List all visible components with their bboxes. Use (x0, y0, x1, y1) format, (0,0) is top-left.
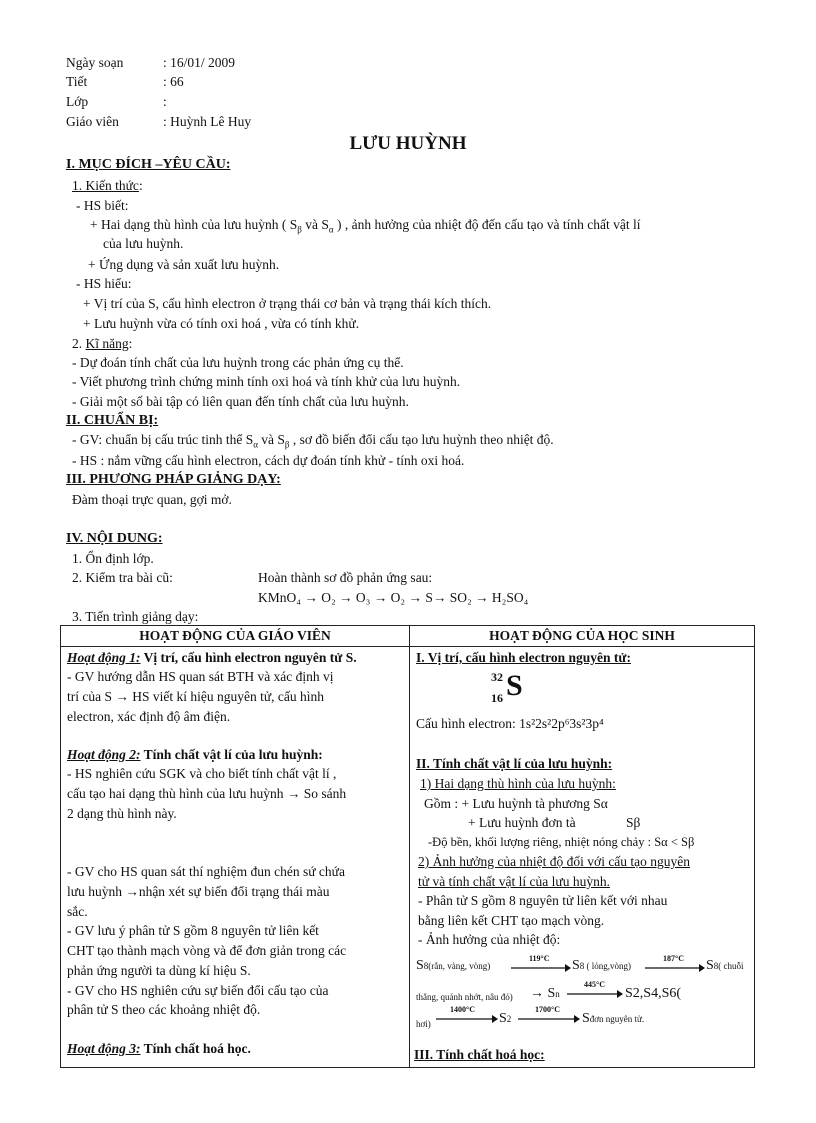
hs-pt-2: bằng liên kết CHT tạo mạch vòng. (418, 913, 605, 928)
hs-gom-2-sym: Sβ (626, 815, 641, 830)
vapor-label: hơi) (416, 1019, 431, 1029)
hs-hieu: - HS hiểu: (76, 276, 132, 291)
electron-config: Cấu hình electron: 1s²2s²2p⁶3s²3p⁴ (416, 716, 604, 731)
chuan-bi-hs: - HS : nắm vững cấu hình electron, cách dự đoán tính khử - tính oxi hoá. (72, 453, 465, 468)
hs-sub2-a: 2) Ảnh hưởng của nhiệt độ đối với cấu tạo nguyên (418, 854, 691, 869)
hd2-line-3: 2 dạng thù hình này. (67, 806, 177, 821)
arrow-2 (645, 963, 705, 973)
ki-nang-3: - Giải một số bài tập có liên quan đến tính chất của lưu huỳnh. (72, 394, 409, 409)
hs-pt-1: - Phân tử S gồm 8 nguyên tử liên kết với nhau (418, 893, 668, 908)
biet-item-2: + Ứng dụng và sản xuất lưu huỳnh. (88, 257, 280, 272)
biet-item-1-cont: của lưu huỳnh. (103, 236, 184, 251)
hd1-line-2: trí của S → HS viết kí hiệu nguyên tử, cấu hình (67, 689, 325, 704)
hd2-line-1: - HS nghiên cứu SGK và cho biết tính chất vật lí , (67, 766, 337, 781)
hs-s3-heading: III. Tính chất hoá học: (414, 1047, 545, 1062)
temp-187: 187°C (663, 954, 684, 963)
gv-para-5: CHT tạo thành mạch vòng và để đơn giản trong các (67, 943, 347, 958)
ki-nang-1: - Dự đoán tính chất của lưu huỳnh trong các phản ứng cụ thể. (72, 355, 404, 370)
phuong-phap-text: Đàm thoại trực quan, gợi mở. (72, 492, 232, 507)
col-header-student: HOẠT ĐỘNG CỦA HỌC SINH (489, 628, 675, 643)
section-2-heading: II. CHUẨN BỊ: (66, 413, 159, 428)
tien-trinh: 3. Tiến trình giảng dạy: (72, 609, 199, 624)
value-giao-vien: : Huỳnh Lê Huy (163, 114, 252, 129)
s8-chain: S8( chuỗi (706, 958, 744, 973)
hs-sub1: 1) Hai dạng thù hình của lưu huỳnh: (420, 776, 616, 791)
chuan-bi-gv: - GV: chuẩn bị cấu trúc tinh thể $S_\alpha$ và $S_\beta$ , sơ đồ biến đổi cấu tạo lưu huỳnh theo nhiệt độ. (72, 432, 554, 450)
hieu-item-2: + Lưu huỳnh vừa có tính oxi hoá , vừa có tính khử. (83, 316, 360, 331)
reaction-scheme: KMnO₄ → O₂ → O₃ → O₂ → S→ SO₂ → H₂SO₄ (258, 590, 529, 605)
hd1-line-1: - GV hướng dẫn HS quan sát BTH và xác định vị (67, 669, 334, 684)
temp-119: 119°C (529, 954, 550, 963)
on-dinh-lop: 1. Ổn định lớp. (72, 551, 154, 566)
hs-anh-huong: - Ảnh hưởng của nhiệt độ: (418, 932, 561, 947)
ki-nang-2: - Viết phương trình chứng minh tính oxi hoá và tính khử của lưu huỳnh. (72, 374, 461, 389)
s8-solid: S8(rắn, vàng, vòng) (416, 958, 491, 973)
temp-1400: 1400°C (450, 1005, 475, 1014)
section-1-heading: I. MỤC ĐÍCH –YÊU CẦU: (66, 157, 231, 172)
hs-biet: - HS biết: (76, 198, 129, 213)
value-tiet: : 66 (163, 74, 184, 89)
arrow-4 (436, 1014, 498, 1024)
hd3-heading: Hoạt động 3: Tính chất hoá học. (67, 1041, 251, 1056)
hs-s2-heading: II. Tính chất vật lí của lưu huỳnh: (416, 756, 613, 771)
s8-chain-desc: thẳng, quánh nhớt, nâu đỏ) (416, 992, 513, 1002)
ki-nang-label: 2. Kĩ năng: (72, 336, 133, 351)
value-ngay-soan: : 16/01/ 2009 (163, 55, 236, 70)
hs-do-ben: -Độ bền, khối lượng riêng, nhiệt nóng chảy : Sα < Sβ (428, 835, 695, 849)
hs-gom-1: Gồm : + Lưu huỳnh tà phương Sα (424, 796, 608, 811)
arrow-3 (567, 989, 623, 999)
gv-para-7: - GV cho HS nghiên cứu sự biến đổi cấu tạo của (67, 983, 329, 998)
gv-para-4: - GV lưu ý phân tử S gồm 8 nguyên tử liên kết (67, 923, 319, 938)
kien-thuc-label: 1. Kiến thức: (72, 178, 143, 193)
kiem-tra-yeu-cau: Hoàn thành sơ đồ phản ứng sau: (258, 570, 433, 585)
sn: → Sn (530, 986, 560, 1001)
gv-para-8: phân tử S theo các khoảng nhiệt độ. (67, 1002, 261, 1017)
hs-sub2-b: tử và tính chất vật lí của lưu huỳnh. (418, 874, 610, 889)
gv-para-2: lưu huỳnh →nhận xét sự biến đổi trạng thái màu (67, 884, 330, 899)
label-tiet: Tiết (66, 74, 88, 89)
label-lop: Lớp (66, 94, 89, 109)
hs-s1-heading: I. Vị trí, cấu hình electron nguyên tử: (416, 650, 631, 665)
temp-445: 445°C (584, 980, 605, 989)
hd1-heading: Hoạt động 1: Vị trí, cấu hình electron nguyên tử S. (67, 650, 357, 665)
hieu-item-1: + Vị trí của S, cấu hình electron ở trạng thái cơ bản và trạng thái kích thích. (83, 296, 492, 311)
gv-para-1: - GV cho HS quan sát thí nghiệm đun chén sứ chứa (67, 864, 345, 879)
col-header-teacher: HOẠT ĐỘNG CỦA GIÁO VIÊN (139, 628, 331, 643)
arrow-1 (511, 963, 571, 973)
biet-item-1: + Hai dạng thù hình của lưu huỳnh ( $S_\beta$ và $S_\alpha$ ) , ảnh hưởng của nhiệt độ đến cấu tạo và tính chất vật lí (90, 217, 641, 235)
temp-1700: 1700°C (535, 1005, 560, 1014)
atomic-number: 16 (491, 691, 503, 705)
s-monatomic: Sđơn nguyên tử. (582, 1011, 645, 1026)
gv-para-3: sắc. (67, 904, 88, 919)
s2-s4-s6: S2,S4,S6( (625, 986, 682, 1001)
section-4-heading: IV. NỘI DUNG: (66, 531, 163, 546)
hd2-line-2: cấu tạo hai dạng thù hình của lưu huỳnh → So sánh (67, 786, 347, 801)
s8-liquid: S8 ( lỏng,vòng) (572, 958, 632, 973)
value-lop: : (163, 94, 167, 109)
s2: S2 (499, 1011, 512, 1026)
hd1-line-3: electron, xác định độ âm điện. (67, 709, 231, 724)
arrow-5 (518, 1014, 580, 1024)
label-giao-vien: Giáo viên (66, 114, 119, 129)
label-ngay-soan: Ngày soạn (66, 55, 124, 70)
hs-gom-2: + Lưu huỳnh đơn tà (468, 815, 576, 830)
page-title: LƯU HUỲNH (349, 133, 467, 154)
gv-para-6: phản ứng người ta dùng kí hiệu S. (67, 963, 251, 978)
sulfur-symbol: S (506, 669, 523, 702)
mass-number: 32 (491, 670, 503, 684)
kiem-tra-bai-cu: 2. Kiểm tra bài cũ: (72, 570, 173, 585)
hd2-heading: Hoạt động 2: Tính chất vật lí của lưu huỳnh: (67, 747, 323, 762)
section-3-heading: III. PHƯƠNG PHÁP GIẢNG DẠY: (66, 472, 281, 487)
